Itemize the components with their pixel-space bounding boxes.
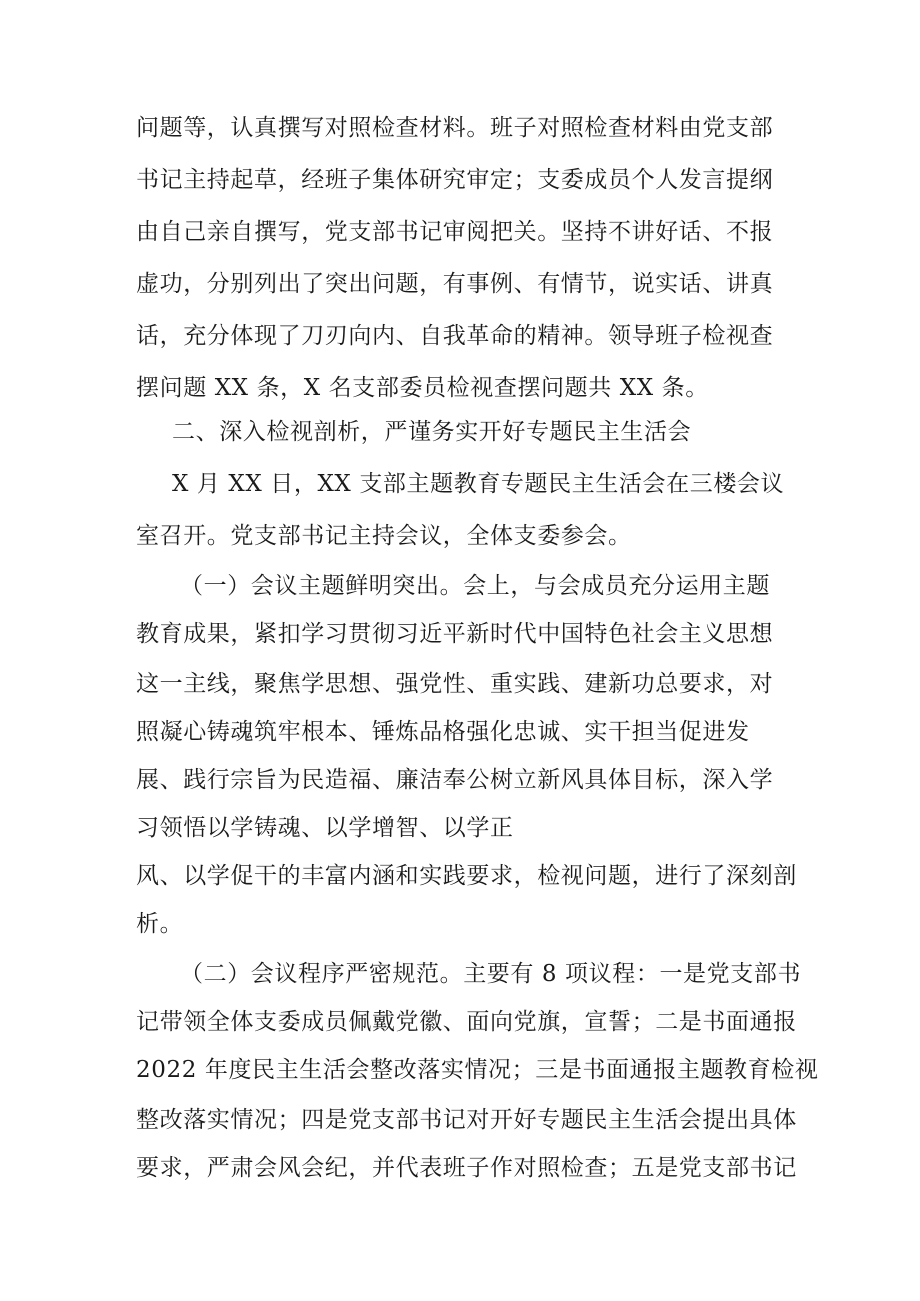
- text-line: 析。: [136, 911, 184, 937]
- section-heading: 二、深入检视剖析，严谨务实开好专题民主生活会: [172, 419, 692, 445]
- text-line: 风、以学促干的丰富内涵和实践要求，检视问题，进行了深刻剖: [136, 863, 797, 889]
- text-line: 照凝心铸魂筑牢根本、锤炼品格强化忠诚、实干担当促进发: [136, 719, 750, 745]
- text-line: X 月 XX 日，XX 支部主题教育专题民主生活会在三楼会议: [172, 471, 785, 497]
- text-line: 习领悟以学铸魂、以学增智、以学正: [136, 815, 514, 841]
- subsection-heading: （一）会议主题鲜明突出。会上，与会成员充分运用主题: [180, 573, 770, 599]
- text-line: 书记主持起草，经班子集体研究审定；支委成员个人发言提纲: [136, 167, 774, 193]
- subsection-heading: （二）会议程序严密规范。主要有 8 项议程：一是党支部书: [180, 961, 802, 987]
- text-line: 问题等，认真撰写对照检查材料。班子对照检查材料由党支部: [136, 115, 774, 141]
- text-line: 话，充分体现了刀刃向内、自我革命的精神。领导班子检视查: [136, 323, 774, 349]
- text-line: 虚功，分别列出了突出问题，有事例、有情节，说实话、讲真: [136, 271, 774, 297]
- text-line: 整改落实情况；四是党支部书记对开好专题民主生活会提出具体: [136, 1107, 797, 1133]
- text-line: 记带领全体支委成员佩戴党徽、面向党旗，宣誓；二是书面通报: [136, 1009, 797, 1035]
- text-line: 要求，严肃会风会纪，并代表班子作对照检查；五是党支部书记: [136, 1155, 797, 1181]
- text-line: 室召开。党支部书记主持会议，全体支委参会。: [136, 523, 632, 549]
- text-line: 由自己亲自撰写，党支部书记审阅把关。坚持不讲好话、不报: [136, 219, 774, 245]
- text-line: 2022 年度民主生活会整改落实情况；三是书面通报主题教育检视: [136, 1057, 819, 1083]
- text-line: 展、践行宗旨为民造福、廉洁奉公树立新风具体目标，深入学: [136, 767, 774, 793]
- text-line: 这一主线，聚焦学思想、强党性、重实践、建新功总要求，对: [136, 671, 774, 697]
- text-line: 摆问题 XX 条，X 名支部委员检视查摆问题共 XX 条。: [136, 375, 709, 401]
- text-line: 教育成果，紧扣学习贯彻习近平新时代中国特色社会主义思想: [136, 621, 774, 647]
